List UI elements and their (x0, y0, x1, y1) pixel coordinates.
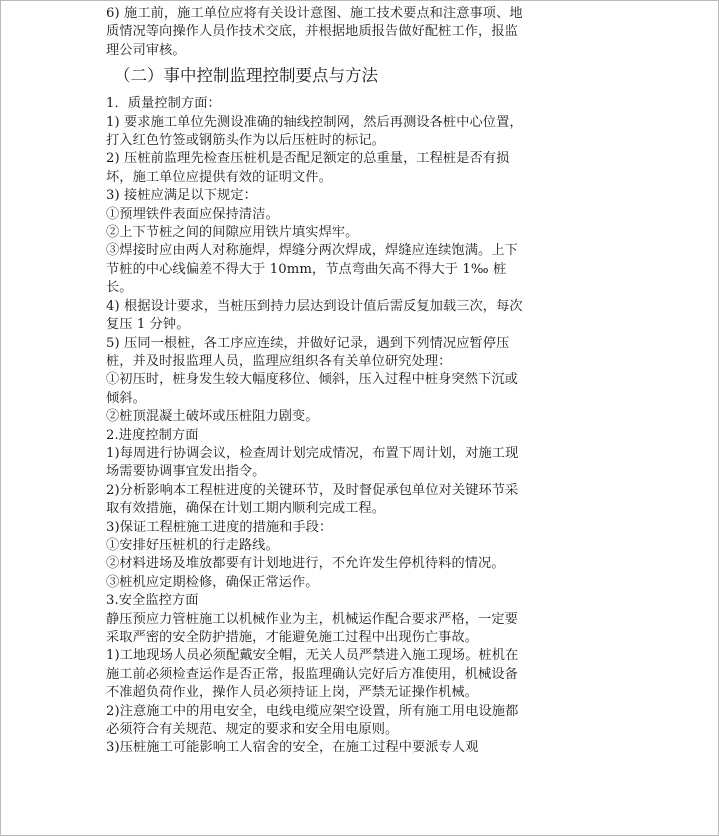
paragraph: 1．质量控制方面： (106, 96, 221, 112)
paragraph: 静压预应力管桩施工以机械作业为主，机械运作配合要求严格，一定要采取严密的安全防护措施，才能避免施工过程中出现伤亡事故。 (106, 611, 518, 645)
paragraph: ①预埋铁件表面应保持清洁。 (106, 206, 279, 222)
paragraph: 3.安全监控方面 (106, 593, 199, 609)
paragraph: 3)保证工程桩施工进度的措施和手段： (106, 519, 333, 535)
paragraph: 5) 压同一根桩，各工序应连续，并做好记录，遇到下列情况应暂停压桩，并及时报监理人员，监理应组织各有关单位研究处理： (106, 335, 510, 369)
document-body (106, 5, 526, 758)
paragraph: 3) 接桩应满足以下规定： (106, 188, 257, 204)
paragraph: ③桩机应定期检修，确保正常运作。 (106, 574, 319, 590)
section-heading: （二）事中控制监理控制要点与方法 (114, 66, 378, 86)
paragraph: 1)每周进行协调会议，检查周计划完成情况，布置下周计划，对施工现场需要协调事宜发出指令。 (106, 445, 519, 480)
paragraph: 3)压桩施工可能影响工人宿舍的安全，在施工过程中要派专人观 (106, 740, 479, 756)
paragraph: ②材料进场及堆放都要有计划地进行，不允许发生停机待料的情况。 (106, 556, 505, 572)
paragraph: ③焊接时应由两人对称施焊，焊缝分两次焊成，焊缝应连续饱满。上下节桩的中心线偏差不得大于 10mm，节点弯曲矢高不得大于 1‰ 桩长。 (106, 243, 518, 296)
paragraph: 2.进度控制方面 (106, 427, 199, 443)
paragraph: 4) 根据设计要求，当桩压到持力层达到设计值后需反复加载三次，每次复压 1 分钟。 (106, 298, 523, 333)
paragraph: ②上下节桩之间的间隙应用铁片填实焊牢。 (106, 225, 359, 241)
paragraph: ①安排好压桩机的行走路线。 (106, 537, 279, 553)
paragraph: 2)注意施工中的用电安全，电线电缆应架空设置，所有施工用电设施都必须符合有关规范、规定的要求和安全用电原则。 (106, 703, 519, 738)
paragraph: 2)分析影响本工程桩进度的关键环节，及时督促承包单位对关键环节采取有效措施，确保在计划工期内顺利完成工程。 (106, 482, 519, 517)
paragraph: 1) 要求施工单位先测设准确的轴线控制网，然后再测设各桩中心位置，打入红色竹签或钢筋头作为以后压桩时的标记。 (106, 114, 523, 149)
paragraph: 1)工地现场人员必须配戴安全帽，无关人员严禁进入施工现场。桩机在施工前必须检查运作是否正常，报监理确认完好后方准使用，机械设备不准超负荷作业，操作人员必须持证上岗，严禁无证操作机械。 (106, 648, 519, 701)
paragraph: ②桩顶混凝土破坏或压桩阻力剧变。 (106, 409, 319, 425)
paragraph: 2) 压桩前监理先检查压桩机是否配足额定的总重量，工程桩是否有损坏，施工单位应提供有效的证明文件。 (106, 151, 510, 185)
intro-paragraph: 6) 施工前，施工单位应将有关设计意图、施工技术要点和注意事项、地质情况等向操作人员作技术交底，并根据地质报告做好配桩工作，报监理公司审核。 (106, 6, 523, 58)
paragraph: ①初压时，桩身发生较大幅度移位、倾斜，压入过程中桩身突然下沉或倾斜。 (106, 372, 518, 406)
